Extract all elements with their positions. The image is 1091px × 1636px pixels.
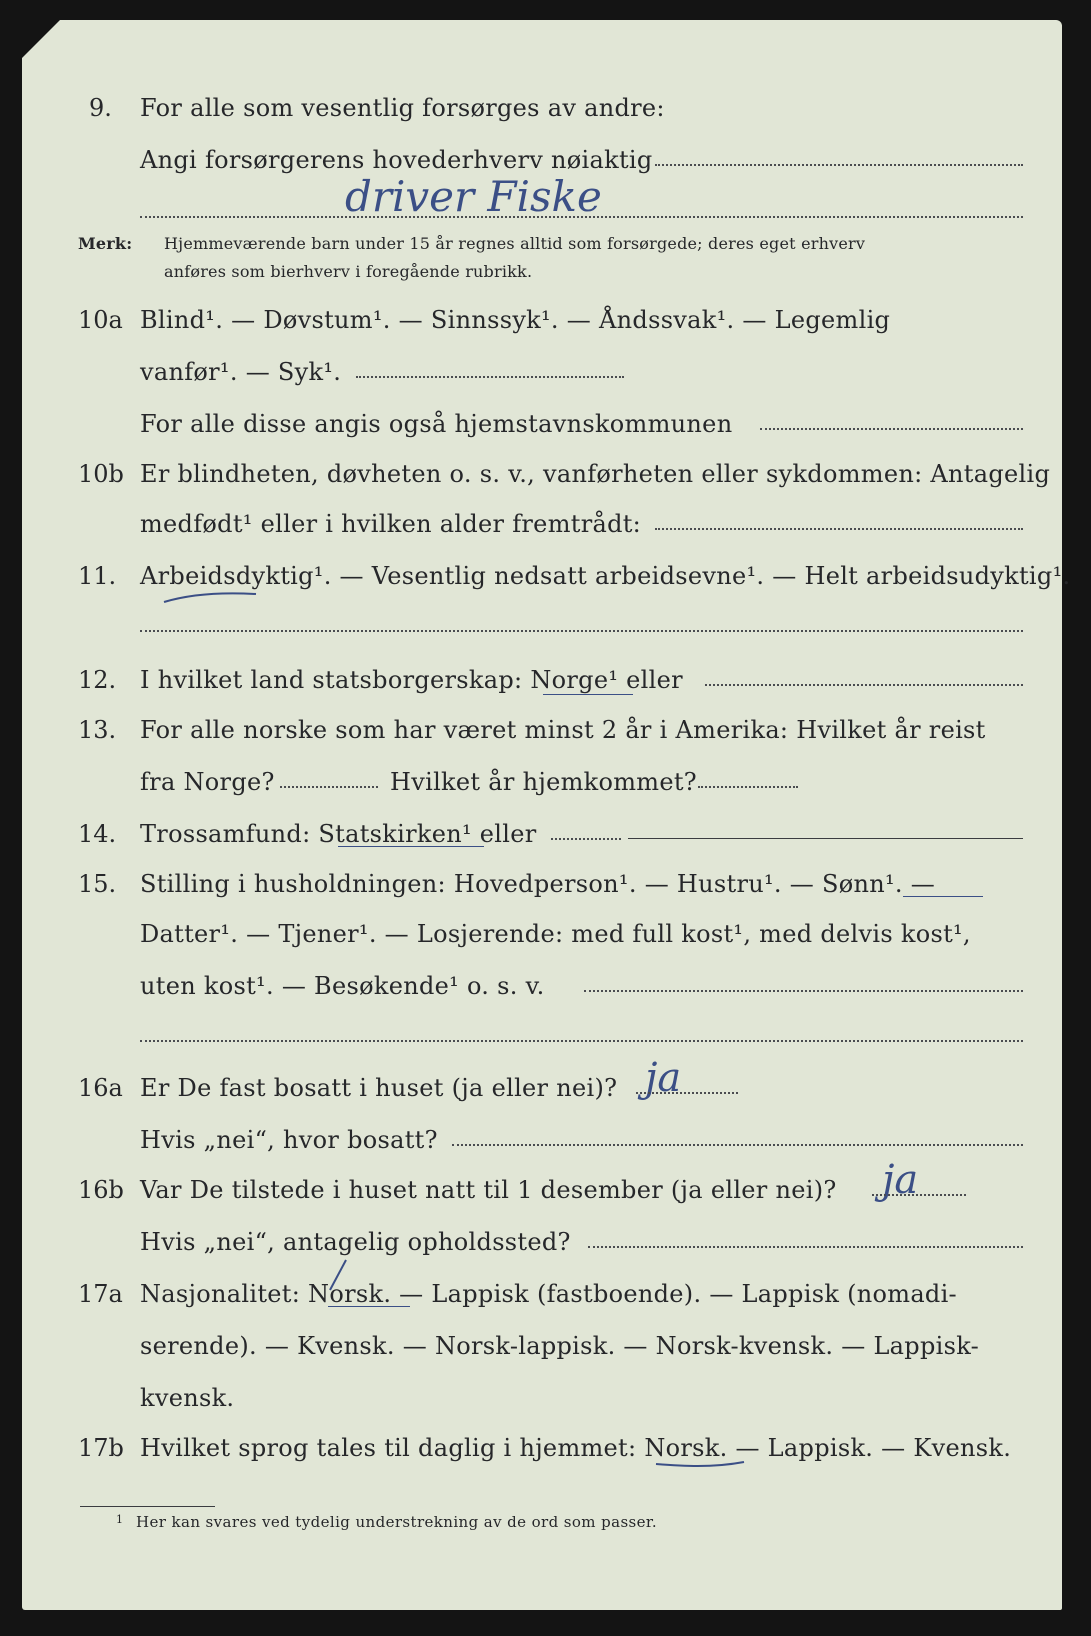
q15-line2: Datter¹. — Tjener¹. — Losjerende: med full kost¹, med delvis kost¹, [140, 920, 971, 948]
q12-fill-line [705, 684, 1023, 686]
footnote-text: Her kan svares ved tydelig understrekning av de ord som passer. [136, 1513, 658, 1531]
q16b-line2: Hvis „nei“, antagelig opholdssted? [140, 1228, 571, 1256]
q17a-line1: Nasjonalitet: Norsk. — Lappisk (fastboende). — Lappisk (nomadi- [140, 1280, 957, 1308]
q15-extra-line [140, 1040, 1023, 1042]
q10a-line3: For alle disse angis også hjemstavnskommunen [140, 410, 733, 438]
q15-number: 15. [78, 870, 117, 898]
q17b-line1: Hvilket sprog tales til daglig i hjemmet: Norsk. — Lappisk. — Kvensk. [140, 1434, 1012, 1462]
merk-line1: Hjemmeværende barn under 15 år regnes alltid som forsørgede; deres eget erhverv [164, 234, 866, 253]
q14-number: 14. [78, 820, 117, 848]
folded-corner [22, 20, 60, 58]
form-page [22, 20, 1062, 1610]
q9-line1: For alle som vesentlig forsørges av andre: [140, 94, 665, 122]
q16a-handwritten-answer: ja [645, 1055, 682, 1101]
q16a-number: 16a [78, 1074, 123, 1102]
q12-line1: I hvilket land statsborgerskap: Norge¹ eller [140, 666, 683, 694]
q17a-norsk-underline [328, 1306, 410, 1307]
q13-line1: For alle norske som har været minst 2 år i Amerika: Hvilket år reist [140, 716, 986, 744]
q10a-number: 10a [78, 306, 123, 334]
q16b-line1: Var De tilstede i huset natt til 1 desember (ja eller nei)? [140, 1176, 837, 1204]
q13-hjemkommet-fill-line [698, 786, 798, 788]
q10a-fill-line [760, 428, 1023, 430]
q13-number: 13. [78, 716, 117, 744]
q9-answer-line [140, 216, 1023, 218]
q13-line2a: fra Norge? [140, 768, 275, 796]
merk-line2: anføres som bierhverv i foregående rubrikk. [164, 262, 533, 281]
q17a-line3: kvensk. [140, 1384, 235, 1412]
q16a-line2: Hvis „nei“, hvor bosatt? [140, 1126, 438, 1154]
q11-handwritten-underline [160, 588, 260, 606]
q10b-number: 10b [78, 460, 124, 488]
q17b-number: 17b [78, 1434, 124, 1462]
q15-fill-line [584, 990, 1023, 992]
footnote-rule [80, 1506, 215, 1507]
q9-fill-line [655, 164, 1023, 166]
q10a-line1: Blind¹. — Døvstum¹. — Sinnssyk¹. — Åndssvak¹. — Legemlig [140, 306, 891, 334]
q16a-answer-line [636, 1092, 738, 1094]
q12-norge-underline [543, 694, 633, 695]
q16b-answer-line [872, 1194, 966, 1196]
q16b-number: 16b [78, 1176, 124, 1204]
q14-fill-line [628, 838, 1023, 839]
q11-fill-line [140, 630, 1023, 632]
q12-number: 12. [78, 666, 117, 694]
q17a-handwritten-tick [322, 1258, 352, 1292]
q17a-number: 17a [78, 1280, 123, 1308]
q16b-fill-line [588, 1246, 1023, 1248]
q14-statskirken-underline [338, 846, 484, 847]
q17b-handwritten-underline [652, 1456, 748, 1470]
q10a-syk-fill-line [356, 376, 624, 378]
q11-line1: Arbeidsdyktig¹. — Vesentlig nedsatt arbeidsevne¹. — Helt arbeidsudyktig¹. [140, 562, 1071, 590]
q10b-line1: Er blindheten, døvheten o. s. v., vanførheten eller sykdommen: Antagelig [140, 460, 1051, 488]
q9-line2: Angi forsørgerens hovederhverv nøiaktig [140, 146, 653, 174]
q15-sonn-underline [903, 896, 983, 897]
footnote-mark: 1 [116, 1513, 124, 1526]
q10b-line2: medfødt¹ eller i hvilken alder fremtrådt: [140, 510, 642, 538]
q16b-handwritten-answer: ja [882, 1157, 919, 1203]
q14-line1: Trossamfund: Statskirken¹ eller [140, 820, 537, 848]
q17a-line2: serende). — Kvensk. — Norsk-lappisk. — Norsk-kvensk. — Lappisk- [140, 1332, 980, 1360]
q15-line3: uten kost¹. — Besøkende¹ o. s. v. [140, 972, 545, 1000]
q9-number: 9. [89, 94, 112, 122]
q9-handwritten-answer: driver Fiske [345, 172, 602, 221]
q14-fill-line-short [551, 838, 621, 840]
q10a-line2: vanfør¹. — Syk¹. [140, 358, 342, 386]
q15-line1: Stilling i husholdningen: Hovedperson¹. — Hustru¹. — Sønn¹. — [140, 870, 936, 898]
q16a-line1: Er De fast bosatt i huset (ja eller nei)? [140, 1074, 618, 1102]
q10b-fill-line [655, 528, 1023, 530]
q16a-fill-line [452, 1144, 1023, 1146]
q13-reist-fill-line [280, 786, 378, 788]
q11-number: 11. [78, 562, 117, 590]
merk-label: Merk: [78, 234, 133, 253]
q13-line2b: Hvilket år hjemkommet? [390, 768, 697, 796]
